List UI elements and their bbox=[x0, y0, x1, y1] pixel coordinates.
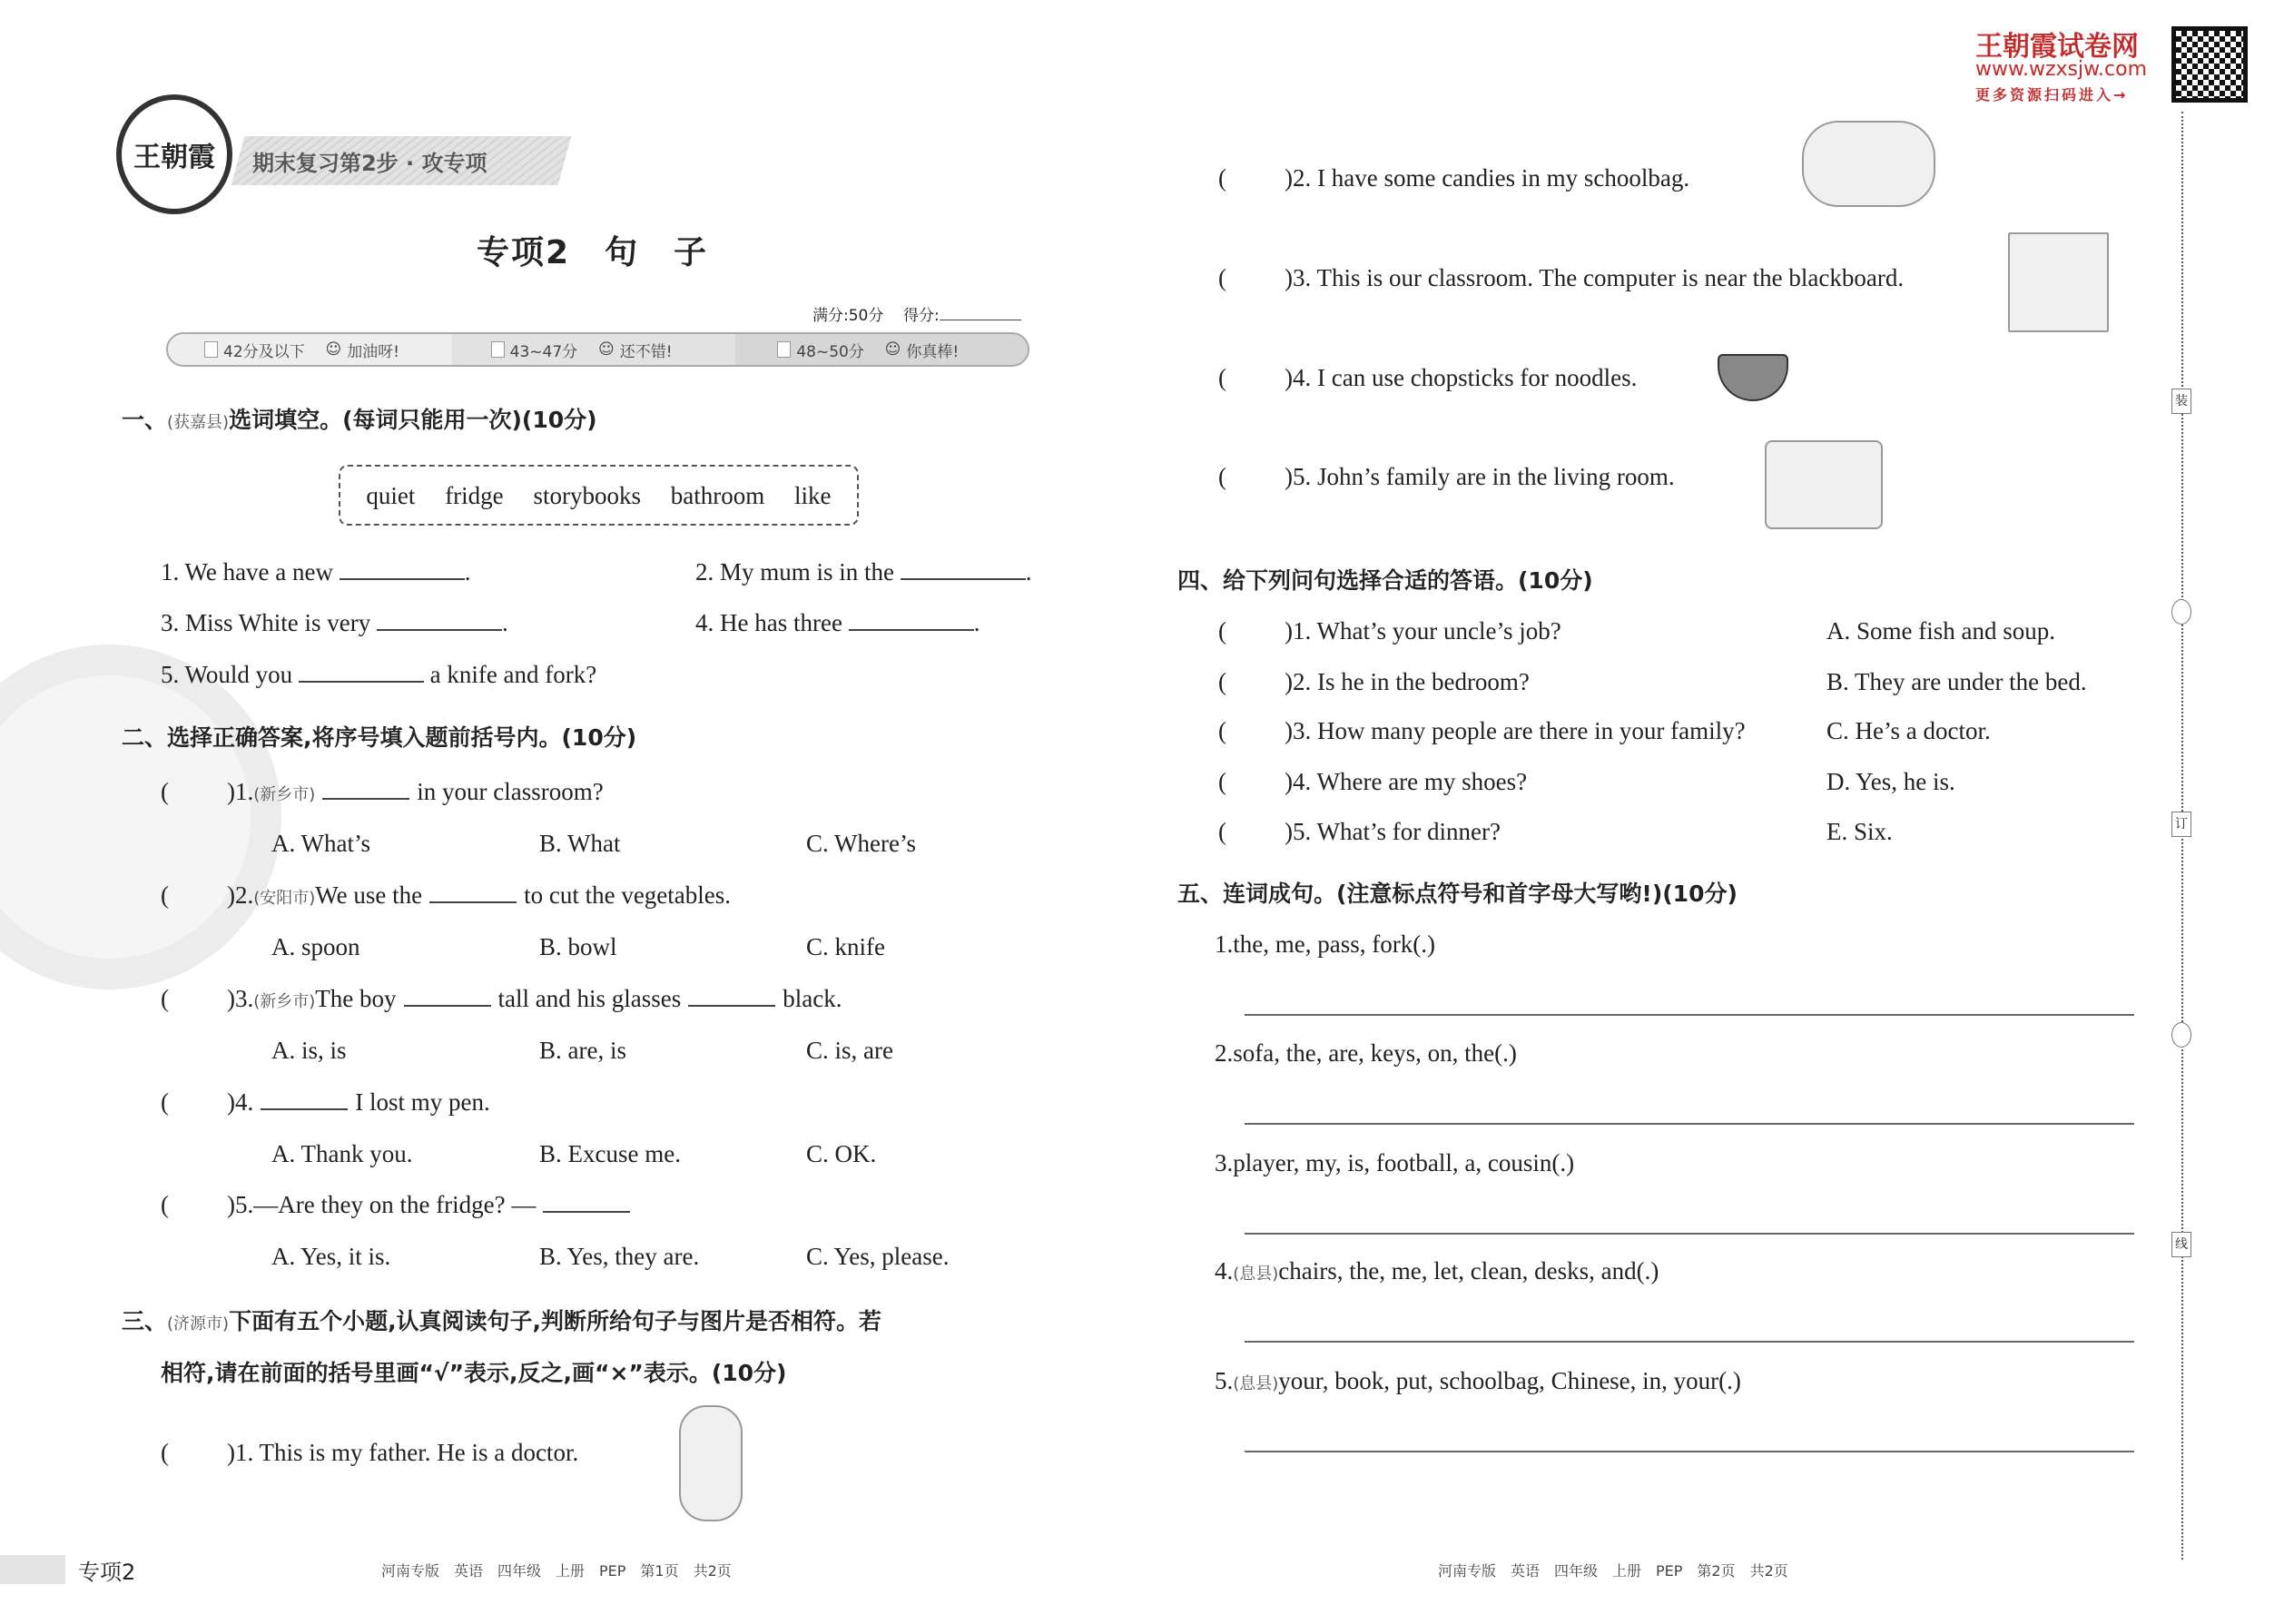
classroom-picture bbox=[2008, 232, 2109, 332]
question-text: We use the bbox=[315, 881, 423, 909]
qr-code[interactable] bbox=[2171, 26, 2248, 103]
judge-item bbox=[1218, 462, 1675, 491]
section-4-heading: 四、给下列问句选择合适的答语。(10分) bbox=[1177, 567, 1593, 594]
answer-option: C. is, are bbox=[806, 1037, 893, 1064]
word-bank-item: like bbox=[794, 481, 832, 509]
question-number: )5. bbox=[227, 1191, 254, 1218]
item-text: 3. Miss White is very bbox=[161, 609, 371, 636]
question-text: )5. What’s for dinner? bbox=[1285, 818, 1501, 845]
doctor-chef-picture bbox=[679, 1405, 743, 1521]
rating-checkbox[interactable] bbox=[777, 341, 791, 358]
answer-option: A. spoon bbox=[271, 933, 360, 960]
answer-option: B. Yes, they are. bbox=[539, 1243, 700, 1270]
answer-paren[interactable]: ( bbox=[161, 985, 169, 1012]
item-text: )1. This is my father. He is a doctor. bbox=[227, 1439, 579, 1466]
reorder-item bbox=[1215, 1148, 1574, 1177]
item-text: 5. Would you bbox=[161, 661, 293, 688]
answer-paren[interactable]: ( bbox=[1218, 818, 1226, 845]
word-bank-item: fridge bbox=[445, 481, 504, 509]
answer-line[interactable] bbox=[1245, 1233, 2134, 1235]
question-text: I lost my pen. bbox=[355, 1088, 490, 1116]
binding-marker: 订 bbox=[2171, 812, 2191, 837]
answer-line[interactable] bbox=[1245, 1014, 2134, 1016]
answer-paren[interactable]: ( bbox=[161, 778, 169, 805]
source-tag: (新乡市) bbox=[253, 992, 316, 1011]
rating-comment: 还不错! bbox=[619, 342, 673, 361]
question-text: to cut the vegetables. bbox=[524, 881, 732, 909]
schoolbag-picture bbox=[1802, 121, 1935, 207]
section-5-heading: 五、连词成句。(注意标点符号和首字母大写哟!)(10分) bbox=[1177, 881, 1738, 907]
section-3-heading bbox=[122, 1307, 881, 1339]
footer-right: 河南专版 英语 四年级 上册 PEP 第2页 共2页 bbox=[1438, 1562, 1788, 1580]
answer-option: C. knife bbox=[806, 933, 885, 960]
full-score: 满分:50分 bbox=[812, 307, 884, 325]
answer-blank[interactable] bbox=[543, 1193, 630, 1213]
source-tag: (息县) bbox=[1233, 1265, 1279, 1284]
bowl-picture bbox=[1718, 354, 1788, 401]
answer-blank[interactable] bbox=[261, 1090, 348, 1110]
score-rating-bar bbox=[166, 332, 1029, 367]
score-line bbox=[812, 302, 1021, 325]
rating-range: 42分及以下 bbox=[223, 342, 305, 361]
source-tag: (新乡市) bbox=[253, 785, 316, 804]
item-text: 4. He has three bbox=[695, 609, 842, 636]
fill-item bbox=[161, 608, 508, 637]
match-answer: D. Yes, he is. bbox=[1826, 768, 1955, 795]
match-question bbox=[1218, 767, 1527, 796]
section-number: 一、 bbox=[122, 407, 168, 433]
answer-option: A. Yes, it is. bbox=[271, 1243, 391, 1270]
answer-option: B. are, is bbox=[539, 1037, 626, 1064]
match-question bbox=[1218, 716, 1746, 745]
section-title: 下面有五个小题,认真阅读句子,判断所给句子与图片是否相符。若 bbox=[229, 1308, 882, 1334]
rating-segment bbox=[741, 339, 1028, 361]
fill-item bbox=[161, 660, 596, 689]
rating-segment bbox=[455, 339, 742, 361]
fill-item bbox=[695, 557, 1032, 586]
binding-hole-icon bbox=[2171, 599, 2191, 625]
answer-blank[interactable] bbox=[688, 987, 775, 1007]
question-number: )4. bbox=[227, 1088, 254, 1116]
page-title: 专项2 句 子 bbox=[477, 234, 709, 271]
reorder-item bbox=[1215, 1038, 1517, 1068]
footer-tab: 专项2 bbox=[78, 1560, 136, 1585]
answer-blank[interactable] bbox=[377, 611, 502, 631]
answer-paren[interactable]: ( bbox=[1218, 364, 1226, 391]
smiley-icon: ☺ bbox=[598, 340, 615, 359]
item-words: your, book, put, schoolbag, Chinese, in, your(.) bbox=[1278, 1367, 1741, 1394]
item-words: chairs, the, me, let, clean, desks, and(.) bbox=[1278, 1257, 1659, 1284]
choice-question bbox=[161, 984, 842, 1017]
answer-blank[interactable] bbox=[322, 780, 409, 800]
answer-paren[interactable]: ( bbox=[161, 881, 169, 909]
binding-hole-icon bbox=[2171, 1022, 2191, 1048]
answer-option: C. Where’s bbox=[806, 830, 916, 857]
answer-paren[interactable]: ( bbox=[1218, 264, 1226, 291]
question-text: )2. Is he in the bedroom? bbox=[1285, 668, 1530, 695]
item-number: 1. bbox=[1215, 930, 1234, 958]
item-number: 5. bbox=[1215, 1367, 1234, 1394]
section-number: 三、 bbox=[122, 1308, 168, 1334]
choice-question bbox=[161, 1190, 637, 1219]
footer-tab-bg bbox=[0, 1555, 65, 1584]
section-2-heading: 二、选择正确答案,将序号填入题前括号内。(10分) bbox=[122, 724, 637, 751]
smiley-icon: ☺ bbox=[884, 340, 901, 359]
answer-option: B. bowl bbox=[539, 933, 617, 960]
answer-blank[interactable] bbox=[849, 611, 974, 631]
fill-item bbox=[161, 557, 471, 586]
judge-item bbox=[161, 1438, 578, 1467]
item-text: )3. This is our classroom. The computer is near the blackboard. bbox=[1285, 264, 1905, 291]
word-bank bbox=[339, 465, 859, 526]
match-question bbox=[1218, 616, 1561, 645]
question-number: )1. bbox=[227, 778, 254, 805]
answer-option: C. OK. bbox=[806, 1140, 877, 1167]
answer-paren[interactable]: ( bbox=[1218, 768, 1226, 795]
answer-blank[interactable] bbox=[901, 560, 1026, 580]
question-text: black. bbox=[783, 985, 842, 1012]
question-text: —Are they on the fridge? — bbox=[253, 1191, 537, 1218]
section-3-heading-line2: 相符,请在前面的括号里画“√”表示,反之,画“×”表示。(10分) bbox=[161, 1360, 787, 1386]
section-title: 选词填空。(每词只能用一次)(10分) bbox=[229, 407, 597, 433]
rating-segment bbox=[168, 339, 455, 361]
footer-left: 河南专版 英语 四年级 上册 PEP 第1页 共2页 bbox=[381, 1562, 732, 1580]
answer-option: C. Yes, please. bbox=[806, 1243, 950, 1270]
answer-blank[interactable] bbox=[404, 987, 491, 1007]
answer-blank[interactable] bbox=[429, 883, 517, 903]
question-number: )2. bbox=[227, 881, 254, 909]
choice-question bbox=[161, 777, 604, 810]
match-answer: B. They are under the bed. bbox=[1826, 668, 2087, 695]
choice-question bbox=[161, 881, 731, 913]
item-words: sofa, the, are, keys, on, the(.) bbox=[1233, 1039, 1517, 1067]
fill-item bbox=[695, 608, 980, 637]
rating-comment: 你真棒! bbox=[906, 342, 960, 361]
item-text: )2. I have some candies in my schoolbag. bbox=[1285, 164, 1690, 192]
binding-marker: 装 bbox=[2171, 389, 2191, 414]
answer-paren[interactable]: ( bbox=[1218, 668, 1226, 695]
brand-slogan: 更多资源扫码进入→ bbox=[1975, 86, 2129, 103]
brand-url[interactable]: www.wzxsjw.com bbox=[1975, 58, 2148, 81]
score-blank[interactable] bbox=[940, 306, 1021, 320]
question-text: in your classroom? bbox=[417, 778, 604, 805]
answer-blank[interactable] bbox=[340, 560, 465, 580]
item-words: the, me, pass, fork(.) bbox=[1233, 930, 1435, 958]
item-text: . bbox=[973, 609, 980, 636]
brand-name: 王朝霞试卷网 bbox=[1975, 31, 2139, 63]
judge-item bbox=[1218, 263, 1904, 292]
word-bank-item: quiet bbox=[366, 481, 416, 509]
answer-paren[interactable]: ( bbox=[1218, 463, 1226, 490]
rating-range: 43~47分 bbox=[509, 342, 578, 361]
match-answer: C. He’s a doctor. bbox=[1826, 717, 1991, 744]
choice-question bbox=[161, 1088, 490, 1117]
source-tag: (获嘉县) bbox=[167, 413, 230, 432]
answer-paren[interactable]: ( bbox=[1218, 717, 1226, 744]
rating-checkbox[interactable] bbox=[204, 341, 218, 358]
question-text: tall and his glasses bbox=[497, 985, 682, 1012]
section-1-heading bbox=[122, 406, 597, 438]
living-room-picture bbox=[1765, 440, 1883, 529]
score-label: 得分: bbox=[902, 307, 940, 325]
answer-line[interactable] bbox=[1245, 1341, 2134, 1343]
item-number: 4. bbox=[1215, 1257, 1234, 1284]
item-words: player, my, is, football, a, cousin(.) bbox=[1233, 1149, 1575, 1176]
source-tag: (济源市) bbox=[167, 1314, 230, 1334]
smiley-icon: ☺ bbox=[325, 340, 342, 359]
item-number: 2. bbox=[1215, 1039, 1234, 1067]
rating-checkbox[interactable] bbox=[491, 341, 505, 358]
watermark-seal bbox=[0, 645, 281, 989]
banner-text: 期末复习第2步 · 攻专项 bbox=[252, 151, 487, 176]
source-tag: (安阳市) bbox=[253, 889, 316, 908]
item-text: a knife and fork? bbox=[429, 661, 597, 688]
answer-option: B. What bbox=[539, 830, 621, 857]
item-text: . bbox=[1025, 558, 1032, 586]
answer-line[interactable] bbox=[1245, 1451, 2134, 1452]
item-text: )4. I can use chopsticks for noodles. bbox=[1285, 364, 1638, 391]
question-text: )3. How many people are there in your family? bbox=[1285, 717, 1746, 744]
question-number: )3. bbox=[227, 985, 254, 1012]
item-text: )5. John’s family are in the living room. bbox=[1285, 463, 1675, 490]
item-number: 3. bbox=[1215, 1149, 1234, 1176]
question-text: )1. What’s your uncle’s job? bbox=[1285, 617, 1561, 645]
answer-option: A. is, is bbox=[271, 1037, 347, 1064]
logo-text: 王朝霞 bbox=[133, 142, 215, 173]
answer-paren[interactable]: ( bbox=[161, 1191, 169, 1218]
rating-range: 48~50分 bbox=[796, 342, 864, 361]
match-question bbox=[1218, 667, 1530, 696]
reorder-item bbox=[1215, 1366, 1741, 1399]
word-bank-item: bathroom bbox=[670, 481, 765, 509]
question-text: The boy bbox=[315, 985, 397, 1012]
match-answer: E. Six. bbox=[1826, 818, 1893, 845]
judge-item bbox=[1218, 363, 1637, 392]
answer-paren[interactable]: ( bbox=[161, 1439, 169, 1466]
binding-marker: 线 bbox=[2171, 1232, 2191, 1257]
question-text: )4. Where are my shoes? bbox=[1285, 768, 1528, 795]
reorder-item bbox=[1215, 1256, 1659, 1289]
match-question bbox=[1218, 817, 1501, 846]
item-text: 2. My mum is in the bbox=[695, 558, 895, 586]
reorder-item bbox=[1215, 930, 1435, 959]
item-text: . bbox=[502, 609, 508, 636]
answer-paren[interactable]: ( bbox=[161, 1088, 169, 1116]
item-text: . bbox=[464, 558, 471, 586]
answer-option: B. Excuse me. bbox=[539, 1140, 681, 1167]
rating-comment: 加油呀! bbox=[347, 342, 400, 361]
judge-item bbox=[1218, 163, 1689, 192]
answer-paren[interactable]: ( bbox=[1218, 164, 1226, 192]
answer-option: A. Thank you. bbox=[271, 1140, 413, 1167]
answer-option: A. What’s bbox=[271, 830, 370, 857]
publisher-logo bbox=[116, 94, 232, 214]
item-text: 1. We have a new bbox=[161, 558, 334, 586]
answer-blank[interactable] bbox=[299, 663, 424, 683]
answer-line[interactable] bbox=[1245, 1123, 2134, 1125]
word-bank-item: storybooks bbox=[533, 481, 641, 509]
match-answer: A. Some fish and soup. bbox=[1826, 617, 2055, 645]
answer-paren[interactable]: ( bbox=[1218, 617, 1226, 645]
source-tag: (息县) bbox=[1233, 1374, 1279, 1393]
